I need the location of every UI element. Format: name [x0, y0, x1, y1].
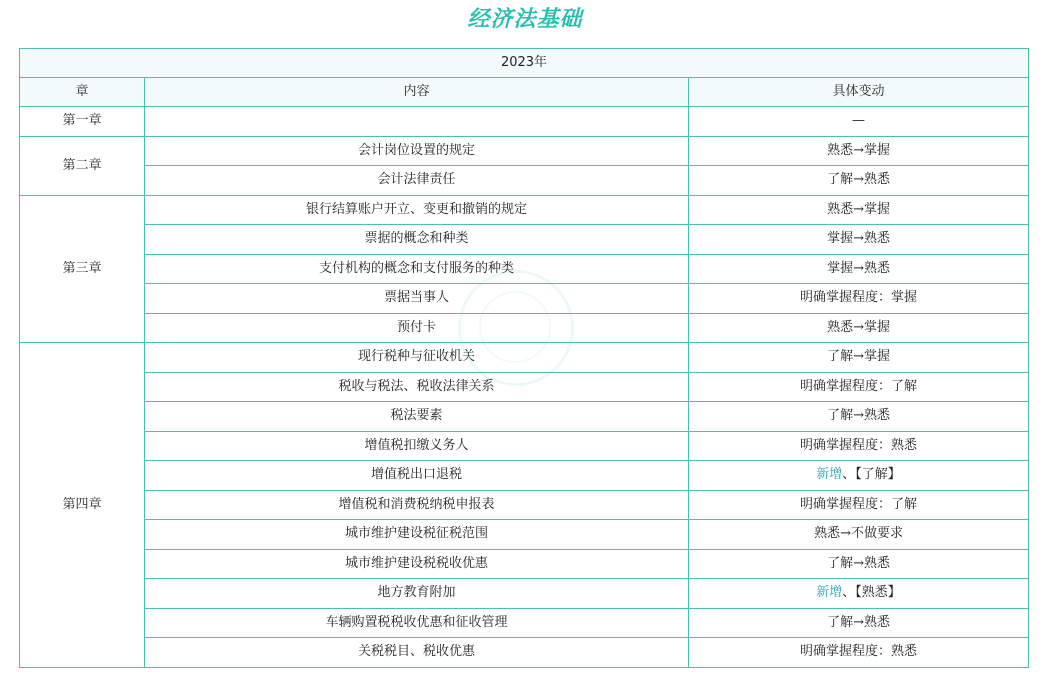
table-row [20, 195, 1029, 225]
content-cell [145, 107, 689, 137]
content-cell: 税收与税法、税收法律关系 [145, 372, 689, 402]
table-row [20, 431, 1029, 461]
header-chapter: 章 [20, 78, 145, 107]
year-row [20, 49, 1029, 78]
change-cell: 了解→掌握 [689, 343, 1029, 373]
change-cell: 了解→熟悉 [689, 608, 1029, 638]
change-level-text: 、【熟悉】 [842, 585, 901, 601]
change-cell: 明确掌握程度：了解 [689, 490, 1029, 520]
table-row [20, 225, 1029, 255]
content-cell: 城市维护建设税征税范围 [145, 520, 689, 550]
content-cell: 关税税目、税收优惠 [145, 638, 689, 668]
table-row [20, 608, 1029, 638]
header-row [20, 78, 1029, 107]
table-row [20, 343, 1029, 373]
content-cell: 现行税种与征收机关 [145, 343, 689, 373]
chapter-cell: 第二章 [20, 136, 145, 195]
content-cell: 支付机构的概念和支付服务的种类 [145, 254, 689, 284]
chapter-cell: 第三章 [20, 195, 145, 343]
content-cell: 票据的概念和种类 [145, 225, 689, 255]
page-title: 经济法基础 [467, 7, 583, 32]
content-cell: 会计法律责任 [145, 166, 689, 196]
change-cell: — [689, 107, 1029, 137]
table-row [20, 313, 1029, 343]
table-row [20, 107, 1029, 137]
table-row [20, 520, 1029, 550]
header-content: 内容 [145, 78, 689, 107]
table-row [20, 372, 1029, 402]
change-cell: 熟悉→掌握 [689, 313, 1029, 343]
content-cell: 增值税出口退税 [145, 461, 689, 491]
table-row [20, 490, 1029, 520]
change-cell: 了解→熟悉 [689, 166, 1029, 196]
content-cell: 城市维护建设税税收优惠 [145, 549, 689, 579]
content-cell: 税法要素 [145, 402, 689, 432]
content-cell: 预付卡 [145, 313, 689, 343]
table-row [20, 136, 1029, 166]
change-cell: 熟悉→掌握 [689, 136, 1029, 166]
change-cell [689, 461, 1029, 491]
table-row [20, 402, 1029, 432]
new-badge-text: 新增 [816, 467, 843, 483]
change-cell: 明确掌握程度：熟悉 [689, 431, 1029, 461]
table-row [20, 284, 1029, 314]
chapter-cell: 第一章 [20, 107, 145, 137]
change-cell: 了解→熟悉 [689, 402, 1029, 432]
change-cell [689, 579, 1029, 609]
change-cell: 熟悉→掌握 [689, 195, 1029, 225]
new-badge-text: 新增 [816, 585, 843, 601]
change-cell: 了解→熟悉 [689, 549, 1029, 579]
content-cell: 票据当事人 [145, 284, 689, 314]
table-row [20, 254, 1029, 284]
chapter-cell: 第四章 [20, 343, 145, 668]
table-row [20, 638, 1029, 668]
syllabus-change-table [19, 48, 1029, 668]
change-cell: 掌握→熟悉 [689, 254, 1029, 284]
change-cell: 明确掌握程度：掌握 [689, 284, 1029, 314]
table-row [20, 166, 1029, 196]
year-cell: 2023年 [20, 49, 1029, 78]
change-cell: 明确掌握程度：了解 [689, 372, 1029, 402]
change-cell: 明确掌握程度：熟悉 [689, 638, 1029, 668]
table-row [20, 549, 1029, 579]
content-cell: 车辆购置税税收优惠和征收管理 [145, 608, 689, 638]
content-cell: 会计岗位设置的规定 [145, 136, 689, 166]
change-cell: 熟悉→不做要求 [689, 520, 1029, 550]
header-change: 具体变动 [689, 78, 1029, 107]
content-cell: 银行结算账户开立、变更和撤销的规定 [145, 195, 689, 225]
change-level-text: 、【了解】 [842, 467, 901, 483]
content-cell: 增值税和消费税纳税申报表 [145, 490, 689, 520]
content-cell: 地方教育附加 [145, 579, 689, 609]
content-cell: 增值税扣缴义务人 [145, 431, 689, 461]
table-row [20, 461, 1029, 491]
table-row [20, 579, 1029, 609]
change-cell: 掌握→熟悉 [689, 225, 1029, 255]
